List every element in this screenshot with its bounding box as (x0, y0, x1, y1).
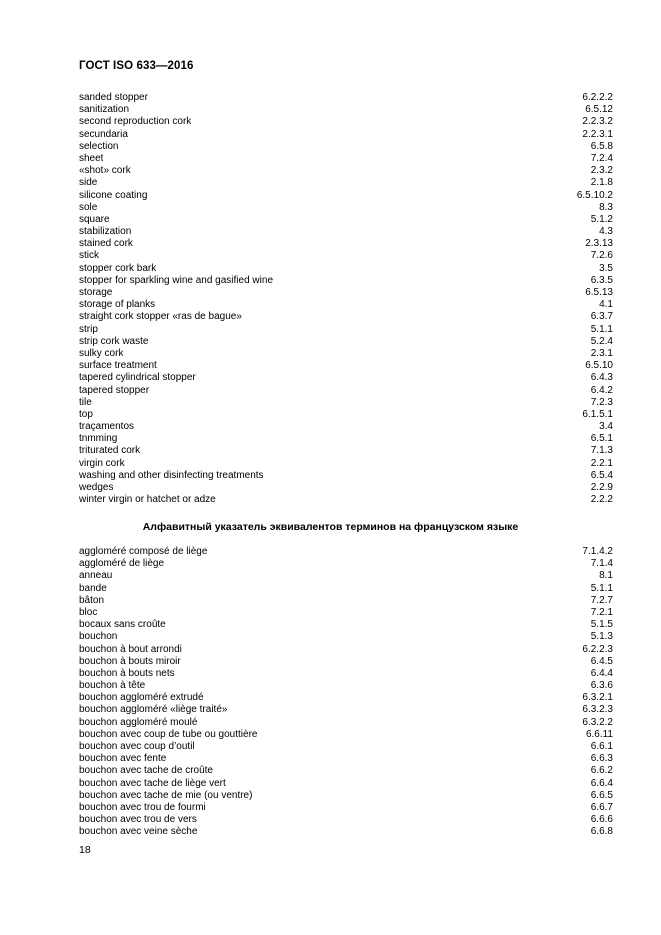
index-term: tapered stopper (79, 384, 150, 396)
index-code: 6.3.6 (590, 680, 613, 692)
index-term: sole (79, 201, 98, 213)
index-term: bouchon avec veine sèche (79, 826, 198, 838)
index-term: straight cork stopper «ras de bague» (79, 311, 242, 323)
index-entry (79, 263, 613, 275)
index-term: storage (79, 287, 113, 298)
index-entry (79, 238, 613, 250)
index-code: 5.1.1 (590, 323, 613, 335)
index-code: 6.2.2.2 (582, 92, 613, 103)
index-entry (79, 631, 613, 643)
index-term: aggloméré de liège (79, 558, 165, 570)
index-entry (79, 421, 613, 433)
index-term: strip (79, 323, 98, 335)
index-entry (79, 583, 613, 595)
index-term: bouchon avec coup d’outil (79, 741, 195, 752)
index-entry (79, 226, 613, 238)
index-code: 3.4 (599, 421, 613, 433)
index-entry (79, 250, 613, 262)
index-term: bouchon à bout arrondi (79, 643, 182, 655)
index-term: tnmming (79, 433, 118, 445)
index-term: stained cork (79, 238, 133, 250)
index-term: bouchon à bouts nets (79, 667, 175, 679)
index-term: anneau (79, 570, 113, 582)
index-code: 6.3.2.2 (582, 716, 613, 728)
index-term: bouchon aggloméré «liège traité» (79, 704, 228, 716)
index-term: storage of planks (79, 299, 156, 311)
index-term: bouchon avec trou de fourmi (79, 801, 206, 813)
index-code: 6.5.1 (590, 433, 613, 445)
index-entry (79, 717, 613, 729)
index-entry (79, 299, 613, 311)
index-term: stabilization (79, 226, 132, 238)
index-code: 6.3.2.1 (582, 692, 613, 704)
index-term: bocaux sans croûte (79, 619, 166, 631)
index-code: 2.2.9 (590, 482, 613, 493)
index-code: 7.2.4 (590, 152, 613, 164)
index-code: 6.6.7 (590, 801, 613, 813)
index-term: bouchon avec tache de croûte (79, 765, 213, 777)
index-entry (79, 814, 613, 826)
index-code: 6.6.1 (590, 741, 613, 752)
index-term: bouchon avec trou de vers (79, 814, 197, 826)
index-code: 5.1.2 (590, 213, 613, 225)
index-term: bouchon avec fente (79, 753, 167, 765)
index-entry (79, 214, 613, 226)
index-term: wedges (79, 482, 114, 493)
index-entry (79, 680, 613, 692)
index-code: 6.5.12 (585, 104, 613, 116)
index-entry (79, 433, 613, 445)
index-term: square (79, 213, 110, 225)
index-code: 6.4.4 (590, 667, 613, 679)
index-code: 6.1.5.1 (582, 408, 613, 420)
index-entry (79, 311, 613, 323)
index-term: bâton (79, 594, 105, 606)
french-index-title: Алфавитный указатель эквивалентов терминов на французском языке (142, 521, 519, 533)
index-code: 2.3.13 (585, 238, 613, 250)
index-entry (79, 494, 613, 506)
index-term: bouchon à bouts miroir (79, 655, 181, 667)
index-entry (79, 92, 613, 104)
index-code: 7.2.6 (590, 250, 613, 262)
index-term: washing and other disinfecting treatments (79, 469, 264, 481)
index-term: stopper cork bark (79, 262, 157, 274)
index-entry (79, 458, 613, 470)
index-term: tapered cylindrical stopper (79, 372, 196, 384)
index-code: 6.5.10.2 (576, 189, 613, 201)
index-entry (79, 445, 613, 457)
index-term: bouchon (79, 631, 118, 643)
index-code: 5.2.4 (590, 335, 613, 347)
index-entry (79, 607, 613, 619)
index-entry (79, 202, 613, 214)
index-entry (79, 802, 613, 814)
index-entry (79, 190, 613, 202)
index-term: bloc (79, 606, 98, 618)
index-entry (79, 104, 613, 116)
index-code: 6.6.3 (590, 753, 613, 765)
index-code: 6.3.2.3 (582, 704, 613, 716)
index-code: 7.1.4 (590, 558, 613, 570)
index-entry (79, 141, 613, 153)
index-term: bouchon aggloméré moulé (79, 716, 198, 728)
index-entry (79, 595, 613, 607)
index-code: 6.5.10 (585, 360, 613, 372)
index-term: «shot» cork (79, 165, 131, 177)
index-code: 7.2.7 (590, 594, 613, 606)
index-code: 6.4.5 (590, 655, 613, 667)
index-code: 6.6.11 (585, 728, 613, 740)
index-term: sanded stopper (79, 92, 148, 103)
index-entry (79, 558, 613, 570)
index-entry (79, 644, 613, 656)
document-header: ГОСТ ISO 633—2016 (79, 60, 194, 72)
index-code: 4.3 (599, 226, 613, 238)
index-term: secundaria (79, 128, 128, 140)
index-term: virgin cork (79, 457, 125, 469)
index-code: 2.2.2 (590, 494, 613, 506)
french-term-index (79, 546, 613, 839)
index-entry (79, 778, 613, 790)
index-entry (79, 165, 613, 177)
index-code: 6.6.6 (590, 814, 613, 826)
index-entry (79, 324, 613, 336)
index-term: bouchon avec tache de liège vert (79, 777, 226, 789)
index-term: aggloméré composé de liège (79, 546, 208, 557)
index-code: 2.3.2 (590, 165, 613, 177)
index-entry (79, 668, 613, 680)
index-term: surface treatment (79, 360, 157, 372)
index-code: 3.5 (599, 262, 613, 274)
index-code: 8.1 (599, 570, 613, 582)
index-term: bouchon aggloméré extrudé (79, 692, 204, 704)
index-entry (79, 385, 613, 397)
index-entry (79, 397, 613, 409)
index-code: 7.1.4.2 (582, 546, 613, 557)
index-code: 8.3 (599, 201, 613, 213)
index-entry (79, 753, 613, 765)
index-term: side (79, 177, 98, 189)
english-term-index (79, 92, 613, 506)
index-code: 2.2.3.1 (582, 128, 613, 140)
index-entry (79, 275, 613, 287)
index-term: bouchon avec tache de mie (ou ventre) (79, 789, 253, 801)
index-entry (79, 287, 613, 299)
index-code: 2.2.3.2 (582, 116, 613, 128)
index-entry (79, 177, 613, 189)
index-term: top (79, 408, 93, 420)
index-entry (79, 619, 613, 631)
index-entry (79, 153, 613, 165)
index-code: 6.6.4 (590, 777, 613, 789)
index-code: 6.3.7 (590, 311, 613, 323)
index-entry (79, 790, 613, 802)
index-term: sheet (79, 152, 104, 164)
index-term: strip cork waste (79, 335, 149, 347)
index-term: stick (79, 250, 99, 262)
index-code: 2.3.1 (590, 347, 613, 359)
index-code: 4.1 (599, 299, 613, 311)
index-term: sanitization (79, 104, 130, 116)
index-code: 2.1.8 (590, 177, 613, 189)
index-term: traçamentos (79, 421, 135, 433)
index-term: selection (79, 140, 119, 152)
index-term: winter virgin or hatchet or adze (79, 494, 216, 506)
index-code: 6.4.3 (590, 372, 613, 384)
index-entry (79, 765, 613, 777)
index-term: bouchon avec coup de tube ou gouttière (79, 728, 258, 740)
index-entry (79, 729, 613, 741)
index-code: 5.1.1 (590, 582, 613, 594)
index-code: 5.1.5 (590, 619, 613, 631)
index-code: 6.5.13 (585, 287, 613, 298)
index-entry (79, 546, 613, 558)
index-term: tile (79, 396, 92, 408)
index-code: 6.2.2.3 (582, 643, 613, 655)
index-entry (79, 826, 613, 838)
index-code: 2.2.1 (590, 457, 613, 469)
index-entry (79, 129, 613, 141)
index-term: second reproduction cork (79, 116, 192, 128)
index-entry (79, 360, 613, 372)
index-entry (79, 348, 613, 360)
index-entry (79, 409, 613, 421)
index-code: 6.6.8 (590, 826, 613, 838)
index-code: 7.2.3 (590, 396, 613, 408)
index-term: bande (79, 582, 107, 594)
index-entry (79, 741, 613, 753)
index-code: 6.5.8 (590, 140, 613, 152)
index-entry (79, 482, 613, 494)
index-entry (79, 116, 613, 128)
index-code: 6.6.5 (590, 789, 613, 801)
index-entry (79, 336, 613, 348)
index-term: silicone coating (79, 189, 148, 201)
index-term: bouchon à tête (79, 680, 146, 692)
index-code: 6.5.4 (590, 469, 613, 481)
index-code: 6.4.2 (590, 384, 613, 396)
index-entry (79, 656, 613, 668)
index-code: 5.1.3 (590, 631, 613, 643)
index-code: 7.2.1 (590, 606, 613, 618)
index-entry (79, 372, 613, 384)
page-number: 18 (79, 844, 91, 856)
index-term: sulky cork (79, 347, 124, 359)
index-entry (79, 692, 613, 704)
index-term: triturated cork (79, 445, 141, 457)
index-code: 6.3.5 (590, 274, 613, 286)
index-code: 7.1.3 (590, 445, 613, 457)
index-entry (79, 704, 613, 716)
index-code: 6.6.2 (590, 765, 613, 777)
index-entry (79, 470, 613, 482)
index-entry (79, 570, 613, 582)
index-term: stopper for sparkling wine and gasified wine (79, 274, 273, 286)
